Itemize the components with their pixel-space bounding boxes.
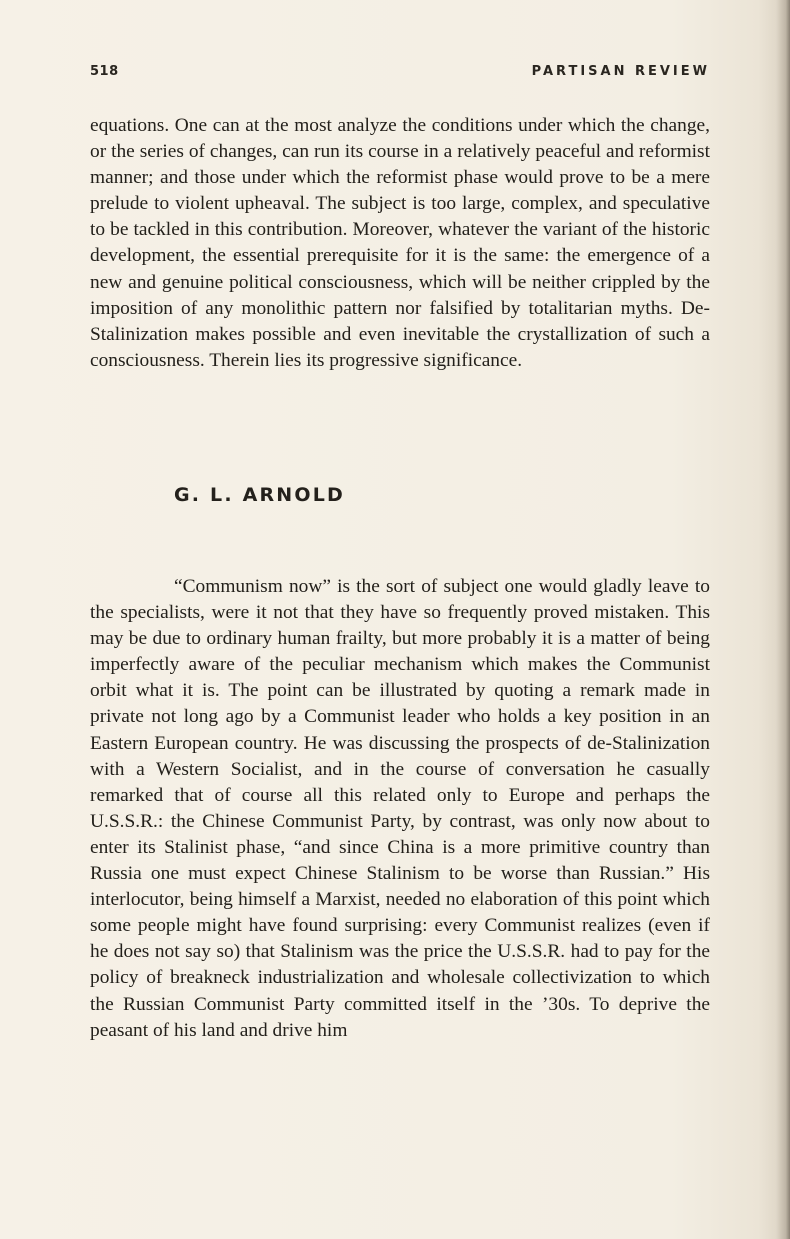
paragraph-opening: “Communism now” is the sort of subject one would gladly leave to the specialists, were it not that they have so frequently proved mistaken. This may be due to ordinary human frailty, but more probably it is a matter of being imperfectly aware of the peculiar mechanism which makes the Communist orbit what it is. The point can be illustrated by quoting a remark made in private not long ago by a Communist leader who holds a key position in an Eastern European country. He was discussing the prospects of de-Stalinization with a Western Socialist, and in the course of conversation he casually remarked that of course all this related only to Europe and perhaps the U.S.S.R.: the Chinese Communist Party, by contrast, was only now about to enter its Stalinist phase, “and since China is a more primitive country than Russia one must expect Chinese Stalinism to be worse than Russian.” His interlocutor, being himself a Marxist, needed no elaboration of this point which some people might have found surprising: every Communist realizes (even if he does not say so) that Stalinism was the price the U.S.S.R. had to pay for the policy of breakneck industrialization and wholesale collectivization to which the Russian Communist Party committed itself in the ’30s. To deprive the peasant of his land and drive him bbox=[90, 576, 710, 1041]
paragraph-continued: equations. One can at the most analyze the conditions under which the change, or the series of changes, can run its course in a relatively peaceful and reformist manner; and those under which the reformist phase would prove to be a mere prelude to violent upheaval. The subject is too large, complex, and speculative to be tackled in this contribution. Moreover, whatever the variant of the historic development, the essential prerequisite for it is the same: the emergence of a new and genuine political consciousness, which will be neither crippled by the imposition of any monolithic pattern nor falsified by totalitarian myths. De-Stalinization makes possible and even inevitable the crystallization of such a consciousness. Therein lies its progressive significance. bbox=[90, 115, 710, 371]
journal-title: PARTISAN REVIEW bbox=[531, 64, 710, 79]
spine-shadow bbox=[776, 0, 790, 1239]
section-heading-author: G. L. ARNOLD bbox=[174, 484, 346, 506]
page-number: 518 bbox=[90, 64, 119, 79]
running-head bbox=[90, 64, 710, 86]
